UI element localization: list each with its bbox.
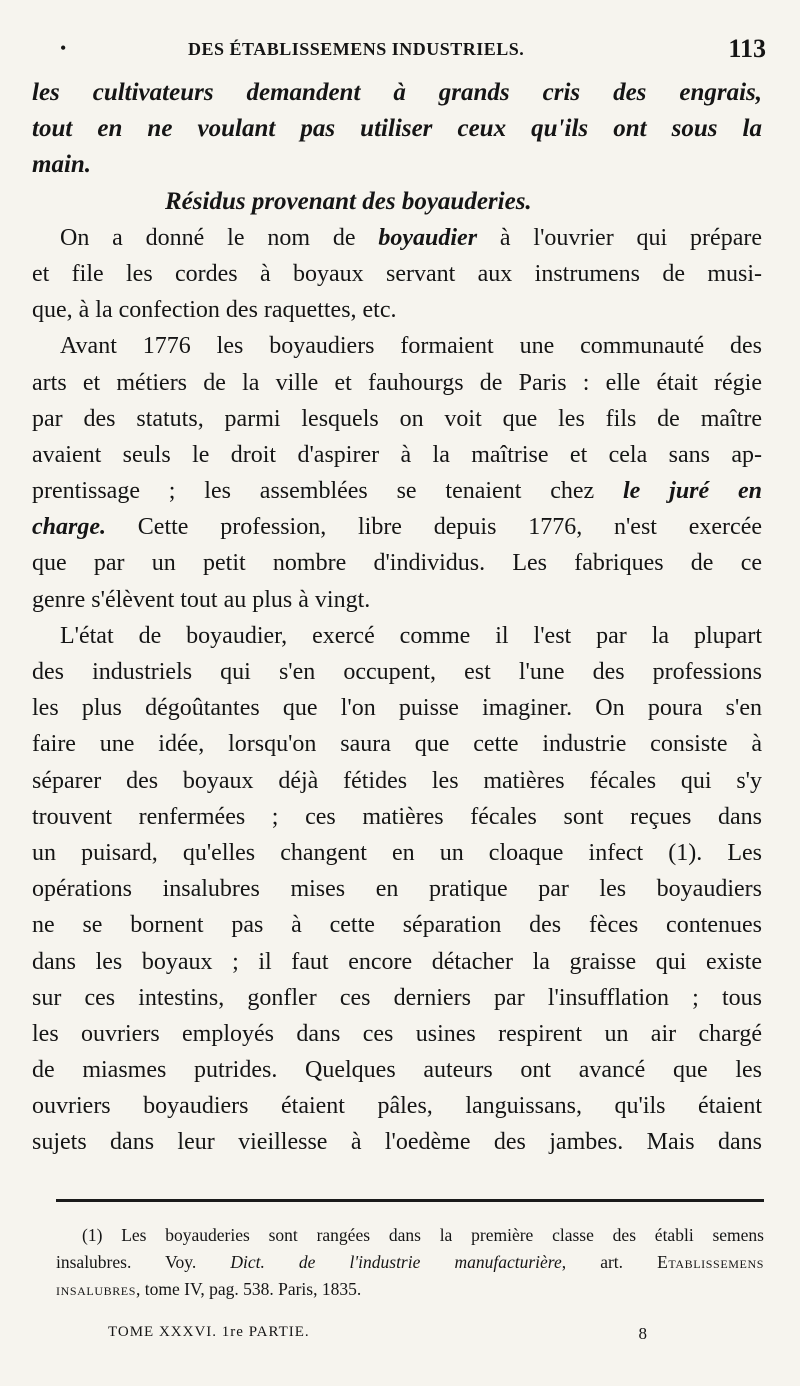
text-line: et file les cordes à boyaux servant aux instrumens de musi- <box>32 260 762 287</box>
text-line: des industriels qui s'en occupent, est l'une des professions <box>32 659 762 685</box>
text-line: tout en ne voulant pas utiliser ceux qu'ils ont sous la <box>32 115 762 143</box>
footnote-line: (1) Les boyauderies sont rangées dans la première classe des établi semens <box>82 1225 764 1245</box>
text-line: genre s'élèvent tout au plus à vingt. <box>32 586 371 613</box>
text-line: les cultivateurs demandent à grands cris des engrais, <box>32 79 762 106</box>
printer-signature <box>108 1324 648 1350</box>
footnote-line <box>56 1276 764 1303</box>
footnote-line <box>56 1249 764 1276</box>
text-line: arts et métiers de la ville et fauhourgs de Paris : elle était régie <box>32 369 762 396</box>
text-line: faire une idée, lorsqu'on saura que cette industrie consiste à <box>32 731 762 758</box>
text-span: à l'ouvrier qui prépare <box>477 224 762 251</box>
text-line: main. <box>32 151 92 179</box>
text-line: dans les boyaux ; il faut encore détacher la graisse qui existe <box>32 948 762 975</box>
term-charge: charge. <box>32 514 106 541</box>
term-boyaudier: boyaudier <box>378 224 478 251</box>
text-line: L'état de boyaudier, exercé comme il l'est par la plupart <box>60 622 762 649</box>
page-number: 113 <box>728 34 766 63</box>
text-span: prentissage ; les assemblées se tenaient chez <box>32 478 624 505</box>
text-line: Avant 1776 les boyaudiers formaient une communauté des <box>60 333 762 360</box>
running-head-dot: • <box>60 38 67 58</box>
text-line: sur ces intestins, gonfler ces derniers par l'insufflation ; tous <box>32 984 762 1011</box>
text-span: , tome IV, pag. 538. Paris, 1835. <box>136 1279 362 1299</box>
text-line <box>32 473 762 509</box>
text-line: séparer des boyaux déjà fétides les matières fécales qui s'y <box>32 767 762 794</box>
text-line: ne se bornent pas à cette séparation des fèces contenues <box>32 912 762 939</box>
text-line: trouvent renfermées ; ces matières fécales sont reçues dans <box>32 803 762 830</box>
text-span: Cette profession, libre depuis 1776, n'est exercée <box>106 514 762 541</box>
text-line: ouvriers boyaudiers étaient pâles, languissans, qu'ils étaient <box>32 1093 762 1120</box>
text-line: que, à la confection des raquettes, etc. <box>32 297 397 324</box>
text-line: un puisard, qu'elles changent en un cloaque infect (1). Les <box>32 839 762 866</box>
body-text <box>32 75 762 1161</box>
text-line: que par un petit nombre d'individus. Les fabriques de ce <box>32 550 762 577</box>
text-line: de miasmes putrides. Quelques auteurs ont avancé que les <box>32 1057 762 1084</box>
text-span: On a donné le nom de <box>60 224 379 251</box>
cited-work: Dict. de l'industrie manufacturière <box>230 1252 562 1272</box>
text-line <box>32 220 762 256</box>
text-line: sujets dans leur vieillesse à l'oedème des jambes. Mais dans <box>32 1129 762 1156</box>
article-title: Etablissemens <box>657 1252 764 1272</box>
signature-volume: TOME XXXVI. 1re PARTIE. <box>108 1324 310 1340</box>
footnote-rule <box>56 1199 764 1202</box>
article-title-cont: insalubres <box>56 1279 137 1299</box>
section-heading: Résidus provenant des boyauderies. <box>165 187 532 215</box>
text-line: les ouvriers employés dans ces usines respirent un air chargé <box>32 1020 762 1047</box>
text-line: les plus dégoûtantes que l'on puisse imaginer. On poura s'en <box>32 695 762 722</box>
text-line: avaient seuls le droit d'aspirer à la maîtrise et cela sans ap- <box>32 441 762 468</box>
footnote <box>56 1222 764 1303</box>
term-jure-en: le juré en <box>623 478 763 505</box>
text-span: , art. <box>561 1252 658 1272</box>
text-span: insalubres. Voy. <box>56 1252 231 1272</box>
text-line: opérations insalubres mises en pratique par les boyaudiers <box>32 876 762 903</box>
text-line: par des statuts, parmi lesquels on voit que les fils de maître <box>32 405 762 432</box>
running-head-title: DES ÉTABLISSEMENS INDUSTRIELS. <box>188 39 525 59</box>
running-head <box>60 34 766 64</box>
signature-mark: 8 <box>638 1324 648 1343</box>
text-line <box>32 509 762 545</box>
